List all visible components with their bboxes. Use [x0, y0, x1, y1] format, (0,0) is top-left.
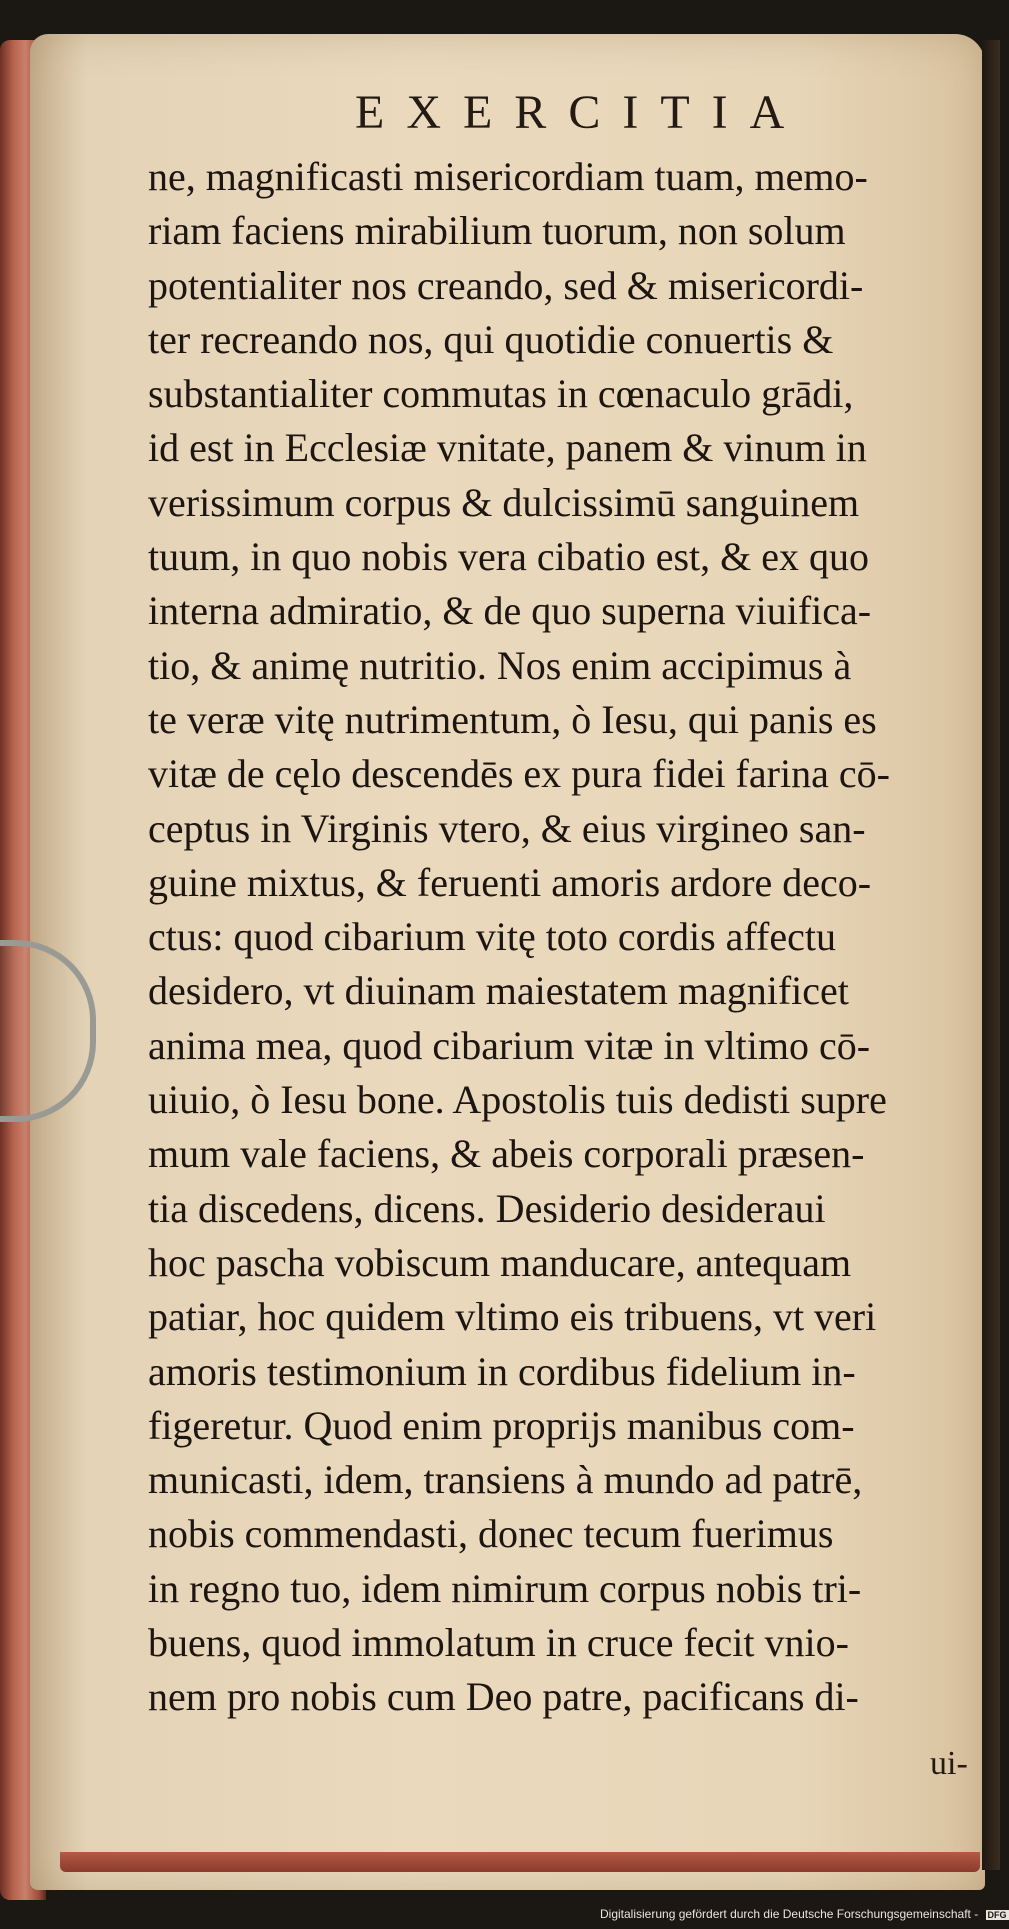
text-line: figeretur. Quod enim proprijs manibus com-	[148, 1402, 855, 1448]
text-line: interna admiratio, & de quo superna viuifica-	[148, 588, 872, 634]
text-line: substantialiter commutas in cœnaculo grādi,	[148, 371, 854, 417]
text-line: potentialiter nos creando, sed & misericordi-	[148, 262, 864, 308]
text-line: te veræ vitę nutrimentum, ò Iesu, qui panis es	[148, 696, 877, 742]
text-line: hoc pascha vobiscum manducare, antequam	[148, 1239, 852, 1285]
running-header: EXERCITIA	[355, 86, 807, 139]
page-text-block	[148, 150, 988, 1725]
text-line: riam faciens mirabilium tuorum, non solum	[148, 208, 846, 254]
text-line: ter recreando nos, qui quotidie conuertis &	[148, 316, 834, 362]
book-bottom-edge	[60, 1852, 980, 1872]
text-line: nobis commendasti, donec tecum fuerimus	[148, 1511, 834, 1557]
text-line: nem pro nobis cum Deo patre, pacificans di-	[148, 1674, 859, 1720]
text-line: mum vale faciens, & abeis corporali præsen-	[148, 1131, 865, 1177]
text-line: ceptus in Virginis vtero, & eius virgineo san-	[148, 805, 866, 851]
text-line: uiuio, ò Iesu bone. Apostolis tuis dedisti supre	[148, 1077, 887, 1123]
text-line: tuum, in quo nobis vera cibatio est, & ex quo	[148, 534, 869, 580]
text-line: ne, magnificasti misericordiam tuam, memo-	[148, 154, 868, 199]
text-line: verissimum corpus & dulcissimū sanguinem	[148, 479, 860, 525]
catchword: ui-	[930, 1745, 968, 1782]
text-line: patiar, hoc quidem vltimo eis tribuens, vt veri	[148, 1294, 877, 1340]
text-line: vitæ de cęlo descendēs ex pura fidei farina cō-	[148, 751, 890, 797]
text-line: ctus: quod cibarium vitę toto cordis affectu	[148, 914, 836, 960]
text-line: amoris testimonium in cordibus fidelium in-	[148, 1348, 856, 1394]
text-line: anima mea, quod cibarium vitæ in vltimo cō-	[148, 1022, 871, 1068]
text-line: in regno tuo, idem nimirum corpus nobis tri-	[148, 1565, 862, 1611]
text-line: tio, & animę nutritio. Nos enim accipimus à	[148, 642, 852, 688]
text-line: buens, quod immolatum in cruce fecit vnio-	[148, 1620, 849, 1666]
text-line: desidero, vt diuinam maiestatem magnificet	[148, 968, 849, 1014]
text-line: municasti, idem, transiens à mundo ad patrē,	[148, 1457, 863, 1503]
text-line: id est in Ecclesiæ vnitate, panem & vinum in	[148, 425, 867, 471]
text-line: tia discedens, dicens. Desiderio desideraui	[148, 1185, 826, 1231]
digitization-footer	[600, 1907, 1009, 1921]
footer-text: Digitalisierung gefördert durch die Deutsche Forschungsgemeinschaft -	[600, 1907, 979, 1921]
text-line: guine mixtus, & feruenti amoris ardore deco-	[148, 859, 872, 905]
dfg-logo-icon: DFG	[987, 1910, 1007, 1920]
